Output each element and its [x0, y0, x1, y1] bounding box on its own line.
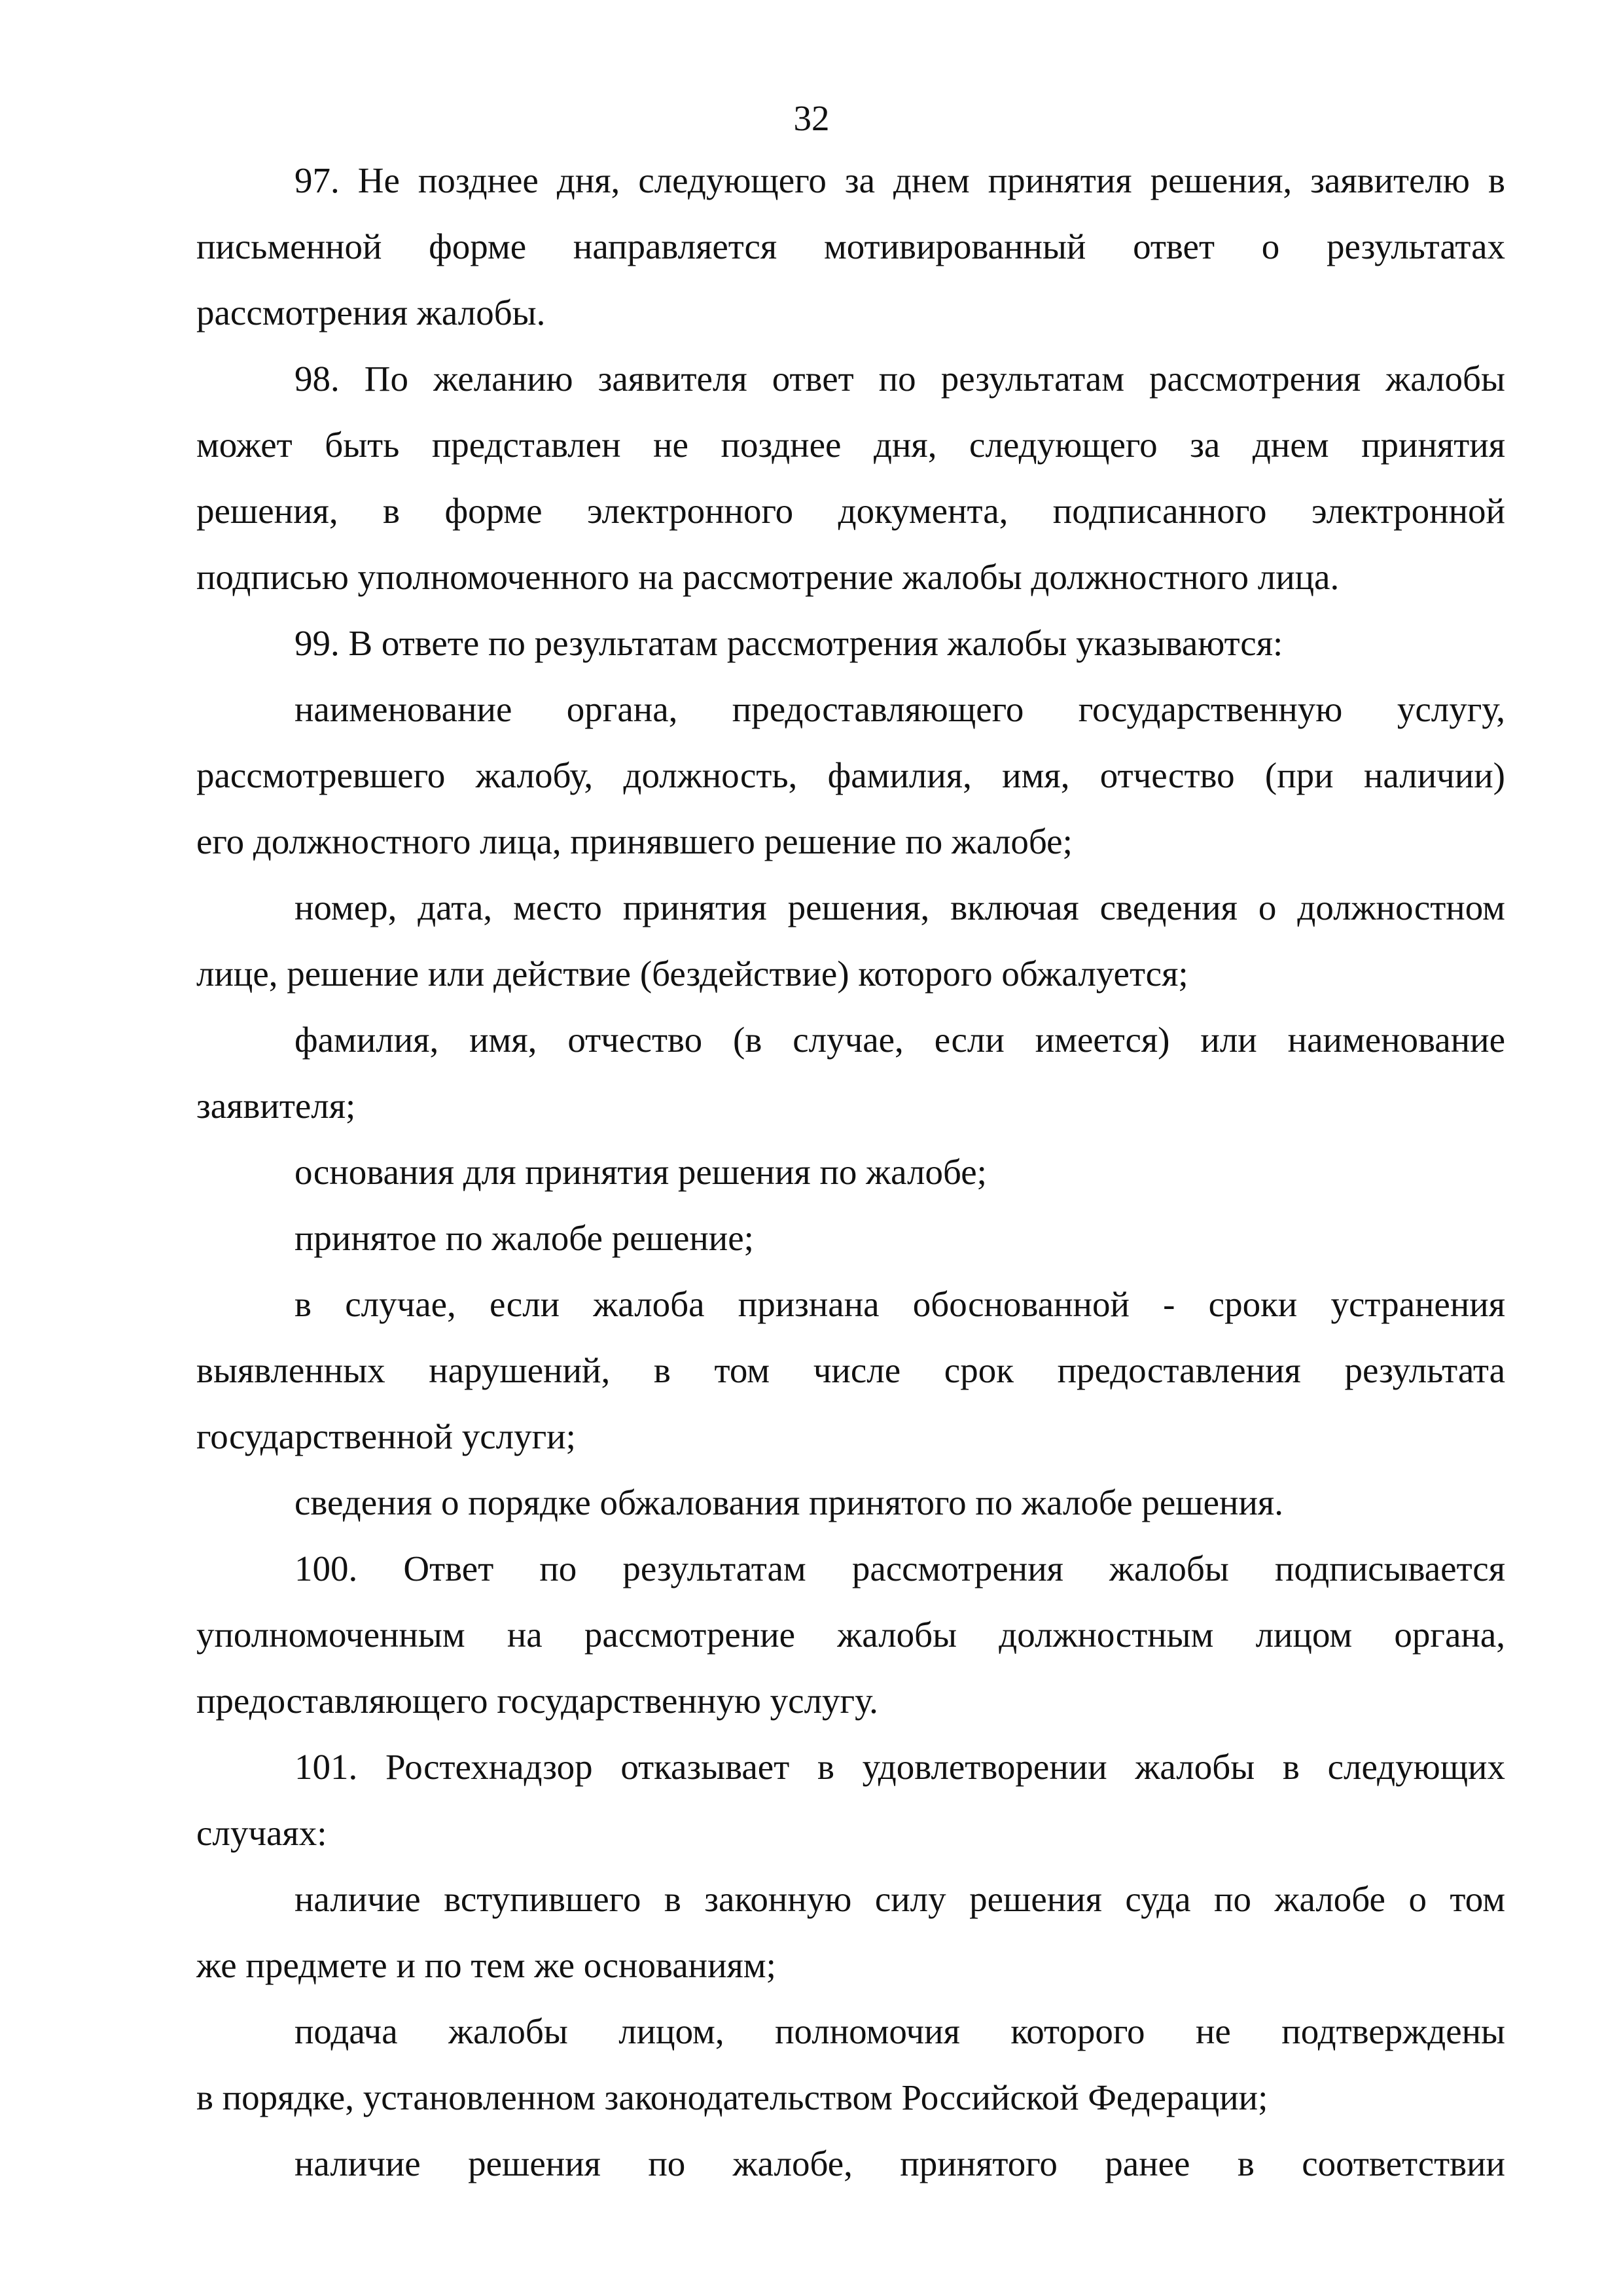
text-line: предоставляющего государственную услугу. [196, 1681, 878, 1721]
text-line: подписью уполномоченного на рассмотрение жалобы должностного лица. [196, 557, 1340, 597]
text-line: рассмотревшего жалобу, должность, фамилия, имя, отчество (при наличии) [196, 755, 1505, 795]
text-line: рассмотрения жалобы. [196, 293, 546, 332]
text-line: же предмете и по тем же основаниям; [196, 1945, 776, 1985]
document-body [196, 147, 1505, 2197]
text-line: номер, дата, место принятия решения, включая сведения о должностном [294, 888, 1505, 927]
text-line: основания для принятия решения по жалобе; [294, 1152, 987, 1192]
text-line: решения, в форме электронного документа, подписанного электронной [196, 491, 1505, 531]
text-line: его должностного лица, принявшего решение по жалобе; [196, 821, 1073, 861]
text-line: наименование органа, предоставляющего государственную услугу, [294, 689, 1505, 729]
text-line: 98. По желанию заявителя ответ по результатам рассмотрения жалобы [294, 359, 1505, 399]
text-line: наличие решения по жалобе, принятого ранее в соответствии [294, 2144, 1505, 2183]
text-line: 99. В ответе по результатам рассмотрения жалобы указываются: [294, 623, 1283, 663]
text-line: письменной форме направляется мотивированный ответ о результатах [196, 226, 1505, 266]
text-line: принятое по жалобе решение; [294, 1218, 754, 1258]
text-line: 101. Ростехнадзор отказывает в удовлетворении жалобы в следующих [294, 1747, 1505, 1787]
text-line: уполномоченным на рассмотрение жалобы должностным лицом органа, [196, 1615, 1505, 1655]
text-line: наличие вступившего в законную силу решения суда по жалобе о том [294, 1879, 1505, 1919]
text-line: 97. Не позднее дня, следующего за днем принятия решения, заявителю в [294, 160, 1505, 200]
text-line: в порядке, установленном законодательством Российской Федерации; [196, 2077, 1268, 2117]
text-line: сведения о порядке обжалования принятого по жалобе решения. [294, 1482, 1283, 1522]
page-number: 32 [793, 98, 830, 138]
text-line: фамилия, имя, отчество (в случае, если имеется) или наименование [294, 1020, 1505, 1060]
text-line: может быть представлен не позднее дня, следующего за днем принятия [196, 425, 1505, 465]
text-line: случаях: [196, 1813, 327, 1853]
text-line: заявителя; [196, 1086, 356, 1126]
text-line: 100. Ответ по результатам рассмотрения жалобы подписывается [294, 1549, 1505, 1588]
text-line: государственной услуги; [196, 1416, 576, 1456]
text-line: лице, решение или действие (бездействие) которого обжалуется; [196, 954, 1188, 994]
text-line: в случае, если жалоба признана обоснованной - сроки устранения [294, 1284, 1505, 1324]
text-line: подача жалобы лицом, полномочия которого не подтверждены [294, 2011, 1505, 2051]
text-line: выявленных нарушений, в том числе срок предоставления результата [196, 1350, 1505, 1390]
